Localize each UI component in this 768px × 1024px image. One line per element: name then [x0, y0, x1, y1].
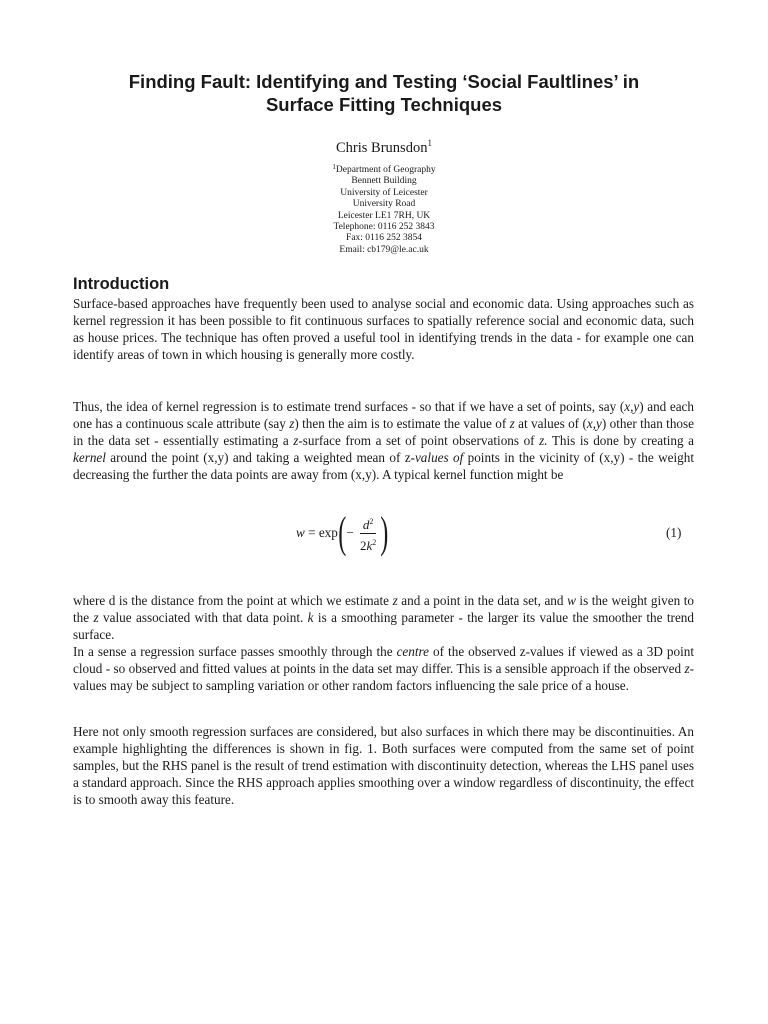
affiliation-block: [0, 162, 768, 256]
affiliation-line-university: University of Leicester: [340, 187, 428, 198]
affiliation-mark: 1: [332, 163, 336, 171]
equation-minus: −: [346, 525, 354, 540]
author-affiliation-mark: 1: [427, 138, 432, 148]
kernel-function-formula: [296, 508, 389, 558]
author-line: [0, 134, 768, 157]
equation-equals-exp: = exp: [304, 525, 338, 540]
right-paren-glyph: ): [380, 508, 389, 557]
affiliation-line-department: $^1$Department of Geography: [332, 163, 436, 175]
equation-denominator: $2k^2$: [359, 537, 377, 553]
paper-title: [60, 70, 708, 116]
affiliation-line-road: University Road: [352, 199, 416, 210]
affiliation-line-fax: Fax: 0116 252 3854: [346, 233, 422, 244]
paragraph-5: Here not only smooth regression surfaces are considered, but also surfaces in which there may be discontinuities. An example highlighting the differences is shown in fig. 1. Both surfaces were computed from the same set of point samples, but the RHS panel is the result of trend estimation with discontinuity detection, whereas the LHS panel uses a standard approach. Since the RHS approach applies smoothing over a window regardless of discontinuity, the effect is to smooth away this feature.: [73, 724, 694, 808]
paragraph-3: where d is the distance from the point at which we estimate z and a point in the data set, and w is the weight given to the z value associated with that data point. k is a smoothing parameter - the larger its value the smoother the trend surface.: [73, 593, 695, 643]
equation-1: [0, 508, 768, 558]
paragraph-2: Thus, the idea of kernel regression is to estimate trend surfaces - so that if we have a set of points, say (x,y) and each one has a continuous scale attribute (say z) then the aim is to estimate the value of z at values of (x,y) other than those in the data set - essentially estimating a z-surface from a set of point observations of z. This is done by creating a kernel around the point (x,y) and taking a weighted mean of z-values of points in the vicinity of (x,y) - the weight decreasing the further the data points are away from (x,y). A typical kernel function might be: [73, 399, 695, 483]
paragraph-4: In a sense a regression surface passes smoothly through the centre of the observed z-values if viewed as a 3D point cloud - so observed and fitted values at points in the data set may differ. This is a sensible approach if the observed z-values may be subject to sampling variation or other random factors influencing the sale price of a house.: [73, 644, 695, 694]
paper-title-line-1: Finding Fault: Identifying and Testing ‘Social Faultlines’ in: [128, 71, 640, 92]
affiliation-line-city: Leicester LE1 7RH, UK: [337, 210, 431, 221]
equation-numerator: $d^2$: [360, 514, 377, 534]
affiliation-line-telephone: Telephone: 0116 252 3843: [333, 222, 435, 233]
affiliation-line-email: Email: cb179@le.ac.uk: [339, 244, 429, 255]
author-name: Chris Brunsdon: [336, 140, 428, 156]
equation-lhs: w: [296, 525, 305, 540]
left-paren-glyph: (: [338, 508, 347, 557]
equation-number: (1): [666, 525, 682, 540]
paragraph-1: Surface-based approaches have frequently been used to analyse social and economic data. Using approaches such as kernel regression it has been possible to fit continuous surfaces to spatially reference social and economic data, such as house prices. The technique has often proved a useful tool in identifying trends in the data - for example one can identify areas of town in which housing is generally more costly.: [73, 296, 694, 363]
section-heading-introduction: Introduction: [73, 275, 170, 293]
affiliation-line-building: Bennett Building: [351, 176, 417, 187]
paper-title-line-2: Surface Fitting Techniques: [265, 94, 503, 115]
equation-fraction: [357, 514, 379, 553]
